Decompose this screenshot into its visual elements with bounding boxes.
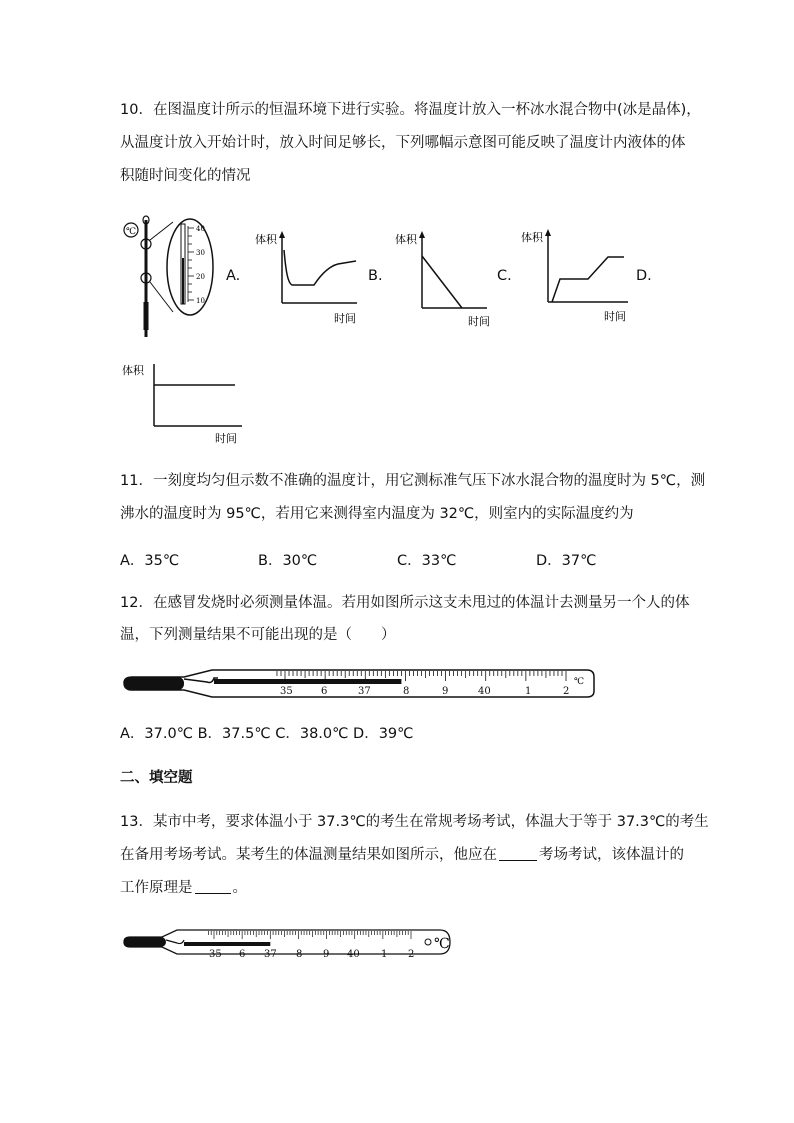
q11-option-b: B．30℃ <box>258 553 318 569</box>
q13-label-36: 6 <box>239 949 246 960</box>
q13-blank-2[interactable] <box>195 879 231 894</box>
graph-b-xlabel: 时间 <box>468 315 490 328</box>
q13-line-3-part-a: 工作原理是 <box>120 880 193 896</box>
q13-label-42: 2 <box>408 949 415 960</box>
q13-label-41: 1 <box>381 949 388 960</box>
q13-unit-label: ℃ <box>434 936 450 952</box>
q12-label-40: 40 <box>478 686 491 697</box>
q10-graph-d <box>122 358 252 448</box>
q11-option-c: C．33℃ <box>397 553 457 569</box>
q12-label-36: 6 <box>321 686 328 697</box>
q13-label-35: 35 <box>209 949 222 960</box>
q13-line-3 <box>120 878 247 898</box>
q13-line-2-part-a: 在备用考场考试。某考生的体温测量结果如图所示，他应在 <box>120 847 497 863</box>
q10-option-b: B. <box>368 268 383 284</box>
scale-label-10: 10 <box>196 297 205 305</box>
q10-option-a: A. <box>226 268 241 284</box>
graph-d-ylabel: 体积 <box>122 364 144 377</box>
q13-blank-1[interactable] <box>499 846 537 861</box>
q12-thermometer-figure <box>122 664 596 702</box>
q12-label-41: 1 <box>525 686 532 697</box>
q13-line-3-part-b: 。 <box>232 880 247 896</box>
q12-line-1: 12．在感冒发烧时必须测量体温。若用如图所示这支未甩过的体温计去测量另一个人的体 <box>120 595 690 611</box>
q13-thermometer-figure <box>122 926 454 962</box>
q12-line-2: 温，下列测量结果不可能出现的是（ ） <box>120 627 396 643</box>
q10-option-d: D. <box>636 268 652 284</box>
q13-label-37: 37 <box>264 949 277 960</box>
q12-label-39: 9 <box>442 686 449 697</box>
q11-line-2: 沸水的温度时为 95℃，若用它来测得室内温度为 32℃，则室内的实际温度约为 <box>120 506 634 522</box>
q13-line-2-part-b: 考场考试，该体温计的 <box>539 847 684 863</box>
scale-label-40: 40 <box>196 225 205 233</box>
q12-label-37: 37 <box>358 686 371 697</box>
q13-label-38: 8 <box>296 949 303 960</box>
graph-c-curve <box>552 257 624 302</box>
graph-a-curve <box>284 250 356 285</box>
q13-label-39: 9 <box>323 949 330 960</box>
q12-options: A．37.0℃ B．37.5℃ C．38.0℃ D．39℃ <box>120 726 414 742</box>
q10-line-1: 10．在图温度计所示的恒温环境下进行实验。将温度计放入一杯冰水混合物中(冰是晶体)， <box>120 102 701 118</box>
q13-line-2 <box>120 845 684 865</box>
graph-c-ylabel: 体积 <box>521 231 543 244</box>
q11-option-a: A．35℃ <box>120 553 180 569</box>
q10-graph-b <box>392 228 502 328</box>
scale-label-20: 20 <box>196 273 205 281</box>
graph-a-xlabel: 时间 <box>334 312 356 325</box>
q10-line-2: 从温度计放入开始计时，放入时间足够长，下列哪幅示意图可能反映了温度计内液体的体 <box>120 135 686 151</box>
scale-label-30: 30 <box>196 249 205 257</box>
graph-c-xlabel: 时间 <box>604 310 626 323</box>
section-2-title: 二、填空题 <box>120 770 193 786</box>
q10-thermometer-figure <box>118 212 218 342</box>
thermo-unit-label: ℃ <box>126 227 137 237</box>
q12-unit-label: ℃ <box>574 677 585 687</box>
graph-b-curve <box>422 256 462 308</box>
q10-option-c: C. <box>497 268 512 284</box>
graph-a-ylabel: 体积 <box>255 233 277 246</box>
q13-label-40: 40 <box>347 949 360 960</box>
q11-line-1: 11．一刻度均匀但示数不准确的温度计，用它测标准气压下冰水混合物的温度时为 5℃，测 <box>120 473 706 489</box>
q10-graph-c <box>518 226 633 326</box>
q12-label-38: 8 <box>403 686 410 697</box>
q13-mercury-column <box>184 942 270 946</box>
graph-b-ylabel: 体积 <box>395 233 417 246</box>
q11-option-d: D．37℃ <box>536 553 597 569</box>
q12-label-35: 35 <box>280 686 293 697</box>
q10-graph-a <box>252 228 367 328</box>
q10-line-3: 积随时间变化的情况 <box>120 168 251 184</box>
graph-d-xlabel: 时间 <box>215 432 237 445</box>
q12-label-42: 2 <box>563 686 570 697</box>
q13-line-1: 13．某市中考，要求体温小于 37.3℃的考生在常规考场考试，体温大于等于 37.3℃的考生 <box>120 814 709 830</box>
q12-mercury-column <box>214 679 401 684</box>
